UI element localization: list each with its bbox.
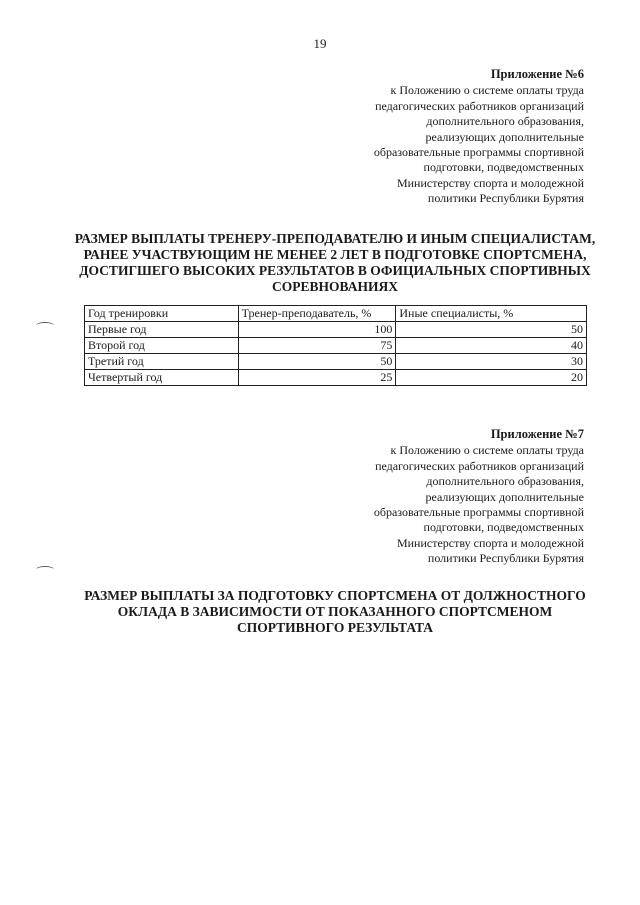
cell-year: Третий год [85,354,239,370]
appendix-6-line: Министерству спорта и молодежной [396,175,584,190]
appendix-7-line: подготовки, подведомственных [423,520,584,535]
cell-other-percent: 50 [396,322,587,338]
appendix-7-title: Приложение №7 [490,427,584,441]
cell-coach-percent: 100 [238,322,396,338]
appendix-6-line: подготовки, подведомственных [423,160,584,175]
cell-other-percent: 20 [396,370,587,386]
section-heading-1 [70,231,600,295]
heading-1-line: СОРЕВНОВАНИЯХ [272,279,398,294]
appendix-6-line: реализующих дополнительные [425,129,584,144]
appendix-7-block [324,427,584,567]
heading-1-line: РАЗМЕР ВЫПЛАТЫ ТРЕНЕРУ-ПРЕПОДАВАТЕЛЮ И ИНЫМ СПЕЦИАЛИСТАМ, [74,231,596,246]
section-heading-2 [70,588,600,636]
appendix-6-block [324,67,584,207]
appendix-6-line: дополнительного образования, [426,114,584,129]
table-row [85,338,587,354]
cell-year: Четвертый год [85,370,239,386]
appendix-7-line: реализующих дополнительные [425,489,584,504]
column-header-year: Год тренировки [85,306,239,322]
appendix-6-line: образовательные программы спортивной [373,145,584,160]
table-row [85,322,587,338]
heading-2-line: ОКЛАДА В ЗАВИСИМОСТИ ОТ ПОКАЗАННОГО СПОРТСМЕНОМ [117,604,553,619]
appendix-7-line: дополнительного образования, [426,474,584,489]
cell-coach-percent: 50 [238,354,396,370]
appendix-7-line: педагогических работников организаций [375,458,584,473]
heading-1-line: РАНЕЕ УЧАСТВУЮЩИМ НЕ МЕНЕЕ 2 ЛЕТ В ПОДГОТОВКЕ СПОРТСМЕНА, [83,247,587,262]
scan-artifact [36,566,54,573]
cell-other-percent: 40 [396,338,587,354]
appendix-6-line: к Положению о системе оплаты труда [390,83,584,98]
heading-2-line: СПОРТИВНОГО РЕЗУЛЬТАТА [236,620,434,635]
appendix-7-line: к Положению о системе оплаты труда [390,443,584,458]
column-header-coach: Тренер-преподаватель, % [238,306,396,322]
appendix-6-title: Приложение №6 [490,67,584,81]
appendix-6-line: педагогических работников организаций [375,98,584,113]
column-header-other: Иные специалисты, % [396,306,587,322]
scan-artifact [36,322,54,329]
heading-1-line: ДОСТИГШЕГО ВЫСОКИХ РЕЗУЛЬТАТОВ В ОФИЦИАЛЬНЫХ СПОРТИВНЫХ [79,263,591,278]
appendix-6-line: политики Республики Бурятия [427,191,584,206]
cell-year: Второй год [85,338,239,354]
appendix-7-line: политики Республики Бурятия [427,551,584,566]
cell-other-percent: 30 [396,354,587,370]
cell-year: Первые год [85,322,239,338]
cell-coach-percent: 25 [238,370,396,386]
table-row [85,370,587,386]
heading-2-line: РАЗМЕР ВЫПЛАТЫ ЗА ПОДГОТОВКУ СПОРТСМЕНА ОТ ДОЛЖНОСТНОГО [84,588,586,603]
payment-table [84,305,587,386]
table-header-row [85,306,587,322]
appendix-7-line: образовательные программы спортивной [373,505,584,520]
appendix-7-line: Министерству спорта и молодежной [396,535,584,550]
table-row [85,354,587,370]
cell-coach-percent: 75 [238,338,396,354]
page-number: 19 [313,36,327,51]
